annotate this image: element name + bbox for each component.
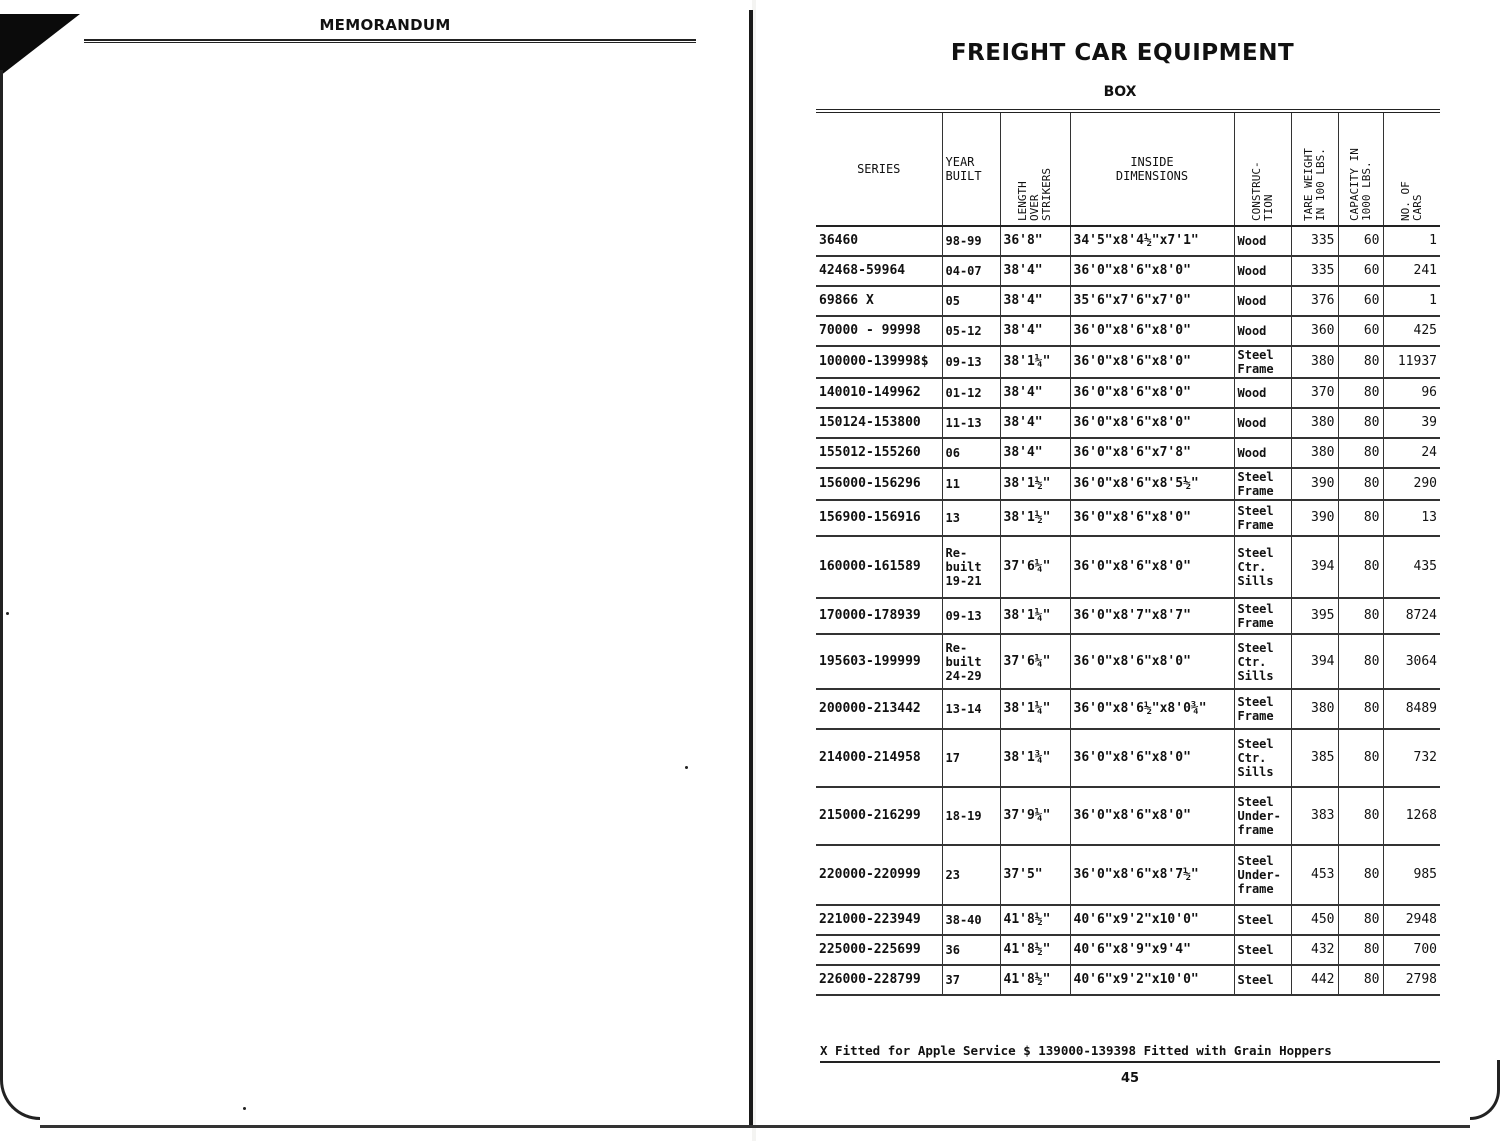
cell-year: 09-13	[942, 598, 1000, 634]
cell-year: 36	[942, 935, 1000, 965]
cell-length: 37'6¼"	[1000, 634, 1070, 689]
cell-inside: 40'6"x8'9"x9'4"	[1070, 935, 1234, 965]
footnote-rule	[820, 1061, 1440, 1063]
cell-tare: 370	[1291, 378, 1338, 408]
cell-inside: 36'0"x8'7"x8'7"	[1070, 598, 1234, 634]
cell-year: 06	[942, 438, 1000, 468]
table-row	[816, 438, 1440, 468]
cell-cars: 24	[1383, 438, 1440, 468]
cell-year: 09-13	[942, 346, 1000, 378]
cell-series: 225000-225699	[816, 935, 942, 965]
cell-construction: Steel Under- frame	[1234, 845, 1291, 905]
cell-construction: Wood	[1234, 378, 1291, 408]
header-tare-weight	[1291, 113, 1338, 226]
cell-series: 221000-223949	[816, 905, 942, 935]
book-spine	[749, 10, 753, 1125]
cell-cars: 13	[1383, 500, 1440, 536]
cell-inside: 34'5"x8'4½"x7'1"	[1070, 226, 1234, 256]
cell-year: Re- built 19-21	[942, 536, 1000, 598]
page-number: 45	[1120, 1071, 1140, 1086]
cell-tare: 380	[1291, 346, 1338, 378]
cell-series: 226000-228799	[816, 965, 942, 995]
page-subtitle: BOX	[1103, 84, 1137, 100]
cell-capacity: 80	[1338, 845, 1383, 905]
cell-length: 41'8½"	[1000, 965, 1070, 995]
cell-inside: 40'6"x9'2"x10'0"	[1070, 965, 1234, 995]
cell-length: 38'1¼"	[1000, 346, 1070, 378]
cell-construction: Steel	[1234, 905, 1291, 935]
cell-year: 05	[942, 286, 1000, 316]
cell-inside: 36'0"x8'6"x8'7½"	[1070, 845, 1234, 905]
table-row	[816, 408, 1440, 438]
cell-year: 11	[942, 468, 1000, 500]
cell-construction: Steel Ctr. Sills	[1234, 536, 1291, 598]
cell-cars: 3064	[1383, 634, 1440, 689]
cell-construction: Steel Ctr. Sills	[1234, 729, 1291, 787]
cell-length: 38'1¼"	[1000, 598, 1070, 634]
cell-cars: 1268	[1383, 787, 1440, 845]
table-row	[816, 346, 1440, 378]
cell-inside: 36'0"x8'6"x8'0"	[1070, 378, 1234, 408]
cell-inside: 36'0"x8'6"x8'0"	[1070, 408, 1234, 438]
cell-cars: 700	[1383, 935, 1440, 965]
cell-length: 38'4"	[1000, 408, 1070, 438]
header-number-of-cars	[1383, 113, 1440, 226]
cell-length: 37'5"	[1000, 845, 1070, 905]
cell-tare: 442	[1291, 965, 1338, 995]
cell-length: 36'8"	[1000, 226, 1070, 256]
cell-capacity: 60	[1338, 286, 1383, 316]
cell-capacity: 80	[1338, 935, 1383, 965]
cell-construction: Wood	[1234, 226, 1291, 256]
table-footnote: X Fitted for Apple Service $ 139000-139398 Fitted with Grain Hoppers	[820, 1043, 1332, 1058]
cell-inside: 36'0"x8'6"x8'0"	[1070, 500, 1234, 536]
header-construction-line-1: CONSTRUC-	[1249, 161, 1263, 221]
table-body	[816, 226, 1440, 995]
header-tare-line-2: IN 100 LBS.	[1313, 148, 1327, 221]
header-year-line-1: YEAR	[945, 155, 975, 169]
cell-tare: 450	[1291, 905, 1338, 935]
cell-series: 150124-153800	[816, 408, 942, 438]
cell-series: 214000-214958	[816, 729, 942, 787]
table-row	[816, 286, 1440, 316]
cell-cars: 241	[1383, 256, 1440, 286]
cell-inside: 36'0"x8'6"x8'0"	[1070, 346, 1234, 378]
cell-length: 38'4"	[1000, 286, 1070, 316]
cell-cars: 732	[1383, 729, 1440, 787]
cell-inside: 36'0"x8'6"x8'0"	[1070, 787, 1234, 845]
cell-year: 38-40	[942, 905, 1000, 935]
header-capacity-line-1: CAPACITY IN	[1347, 148, 1361, 221]
cell-capacity: 60	[1338, 256, 1383, 286]
cell-construction: Steel Frame	[1234, 689, 1291, 729]
header-capacity	[1338, 113, 1383, 226]
cell-cars: 2948	[1383, 905, 1440, 935]
cell-cars: 8489	[1383, 689, 1440, 729]
cell-tare: 453	[1291, 845, 1338, 905]
page-corner-tab	[0, 14, 80, 76]
table-row	[816, 256, 1440, 286]
header-construction	[1234, 113, 1291, 226]
cell-capacity: 80	[1338, 634, 1383, 689]
header-length-line-1: LENGTH	[1016, 181, 1029, 221]
cell-tare: 383	[1291, 787, 1338, 845]
cell-capacity: 80	[1338, 787, 1383, 845]
cell-length: 38'1½"	[1000, 468, 1070, 500]
cell-year: 04-07	[942, 256, 1000, 286]
equipment-table	[816, 109, 1440, 996]
cell-length: 37'6¼"	[1000, 536, 1070, 598]
cell-tare: 376	[1291, 286, 1338, 316]
cell-series: 195603-199999	[816, 634, 942, 689]
header-series: SERIES	[816, 113, 942, 226]
cell-length: 37'9¼"	[1000, 787, 1070, 845]
cell-series: 69866 X	[816, 286, 942, 316]
cell-construction: Wood	[1234, 438, 1291, 468]
table-row	[816, 787, 1440, 845]
header-length-line-2: OVER	[1028, 194, 1041, 221]
cell-cars: 8724	[1383, 598, 1440, 634]
table-row	[816, 598, 1440, 634]
table-row	[816, 935, 1440, 965]
cell-length: 38'4"	[1000, 378, 1070, 408]
cell-inside: 36'0"x8'6"x8'0"	[1070, 634, 1234, 689]
cell-inside: 36'0"x8'6"x8'0"	[1070, 536, 1234, 598]
cell-cars: 435	[1383, 536, 1440, 598]
header-length-line-3: STRIKERS	[1040, 168, 1053, 221]
cell-series: 36460	[816, 226, 942, 256]
cell-series: 156900-156916	[816, 500, 942, 536]
cell-construction: Wood	[1234, 408, 1291, 438]
cell-capacity: 60	[1338, 226, 1383, 256]
cell-length: 38'1¾"	[1000, 729, 1070, 787]
cell-capacity: 80	[1338, 729, 1383, 787]
cell-series: 100000-139998$	[816, 346, 942, 378]
cell-tare: 394	[1291, 536, 1338, 598]
bottom-page-edge	[40, 1125, 1470, 1128]
cell-length: 38'4"	[1000, 438, 1070, 468]
header-construction-line-2: TION	[1261, 194, 1275, 221]
table-row	[816, 536, 1440, 598]
header-year-line-2: BUILT	[945, 169, 982, 183]
cell-series: 160000-161589	[816, 536, 942, 598]
cell-cars: 11937	[1383, 346, 1440, 378]
cell-inside: 35'6"x7'6"x7'0"	[1070, 286, 1234, 316]
table-row	[816, 905, 1440, 935]
cell-capacity: 80	[1338, 408, 1383, 438]
table-row	[816, 226, 1440, 256]
cell-length: 38'4"	[1000, 316, 1070, 346]
print-speck	[685, 766, 688, 769]
cell-series: 70000 - 99998	[816, 316, 942, 346]
header-inside-dimensions	[1070, 113, 1234, 226]
cell-capacity: 80	[1338, 500, 1383, 536]
cell-series: 156000-156296	[816, 468, 942, 500]
cell-capacity: 60	[1338, 316, 1383, 346]
cell-tare: 395	[1291, 598, 1338, 634]
cell-year: 13-14	[942, 689, 1000, 729]
cell-series: 170000-178939	[816, 598, 942, 634]
table-row	[816, 500, 1440, 536]
cell-cars: 985	[1383, 845, 1440, 905]
cell-cars: 39	[1383, 408, 1440, 438]
cell-tare: 390	[1291, 500, 1338, 536]
cell-cars: 1	[1383, 226, 1440, 256]
cell-tare: 335	[1291, 256, 1338, 286]
cell-inside: 36'0"x8'6"x7'8"	[1070, 438, 1234, 468]
table-row	[816, 965, 1440, 995]
table-row	[816, 729, 1440, 787]
cell-year: 11-13	[942, 408, 1000, 438]
cell-capacity: 80	[1338, 689, 1383, 729]
cell-capacity: 80	[1338, 346, 1383, 378]
cell-capacity: 80	[1338, 598, 1383, 634]
header-cars-line-1: NO. OF	[1398, 181, 1412, 221]
cell-cars: 2798	[1383, 965, 1440, 995]
cell-series: 42468-59964	[816, 256, 942, 286]
table-header-row	[816, 113, 1440, 226]
header-cars-line-2: CARS	[1410, 194, 1424, 221]
cell-year: 01-12	[942, 378, 1000, 408]
cell-tare: 390	[1291, 468, 1338, 500]
cell-capacity: 80	[1338, 468, 1383, 500]
cell-length: 38'4"	[1000, 256, 1070, 286]
cell-series: 220000-220999	[816, 845, 942, 905]
header-length	[1000, 113, 1070, 226]
table-row	[816, 845, 1440, 905]
table-row	[816, 316, 1440, 346]
cell-inside: 40'6"x9'2"x10'0"	[1070, 905, 1234, 935]
memorandum-title: MEMORANDUM	[319, 16, 451, 34]
cell-construction: Steel Frame	[1234, 468, 1291, 500]
cell-construction: Steel	[1234, 935, 1291, 965]
cell-construction: Wood	[1234, 286, 1291, 316]
cell-tare: 380	[1291, 408, 1338, 438]
table-row	[816, 378, 1440, 408]
cell-length: 41'8½"	[1000, 935, 1070, 965]
cell-construction: Steel Frame	[1234, 500, 1291, 536]
cell-year: 23	[942, 845, 1000, 905]
cell-construction: Steel Under- frame	[1234, 787, 1291, 845]
cell-cars: 425	[1383, 316, 1440, 346]
header-year-built	[942, 113, 1000, 226]
cell-capacity: 80	[1338, 438, 1383, 468]
cell-construction: Steel Ctr. Sills	[1234, 634, 1291, 689]
print-speck	[6, 612, 9, 615]
cell-year: 98-99	[942, 226, 1000, 256]
cell-cars: 290	[1383, 468, 1440, 500]
table-row	[816, 468, 1440, 500]
cell-construction: Wood	[1234, 316, 1291, 346]
cell-construction: Steel	[1234, 965, 1291, 995]
header-tare-line-1: TARE WEIGHT	[1301, 148, 1315, 221]
cell-year: 17	[942, 729, 1000, 787]
cell-cars: 1	[1383, 286, 1440, 316]
header-inside-line-2: DIMENSIONS	[1115, 169, 1189, 183]
cell-tare: 380	[1291, 689, 1338, 729]
cell-length: 38'1¼"	[1000, 689, 1070, 729]
cell-construction: Steel Frame	[1234, 346, 1291, 378]
cell-year: 05-12	[942, 316, 1000, 346]
cell-tare: 432	[1291, 935, 1338, 965]
cell-construction: Wood	[1234, 256, 1291, 286]
cell-tare: 394	[1291, 634, 1338, 689]
cell-series: 200000-213442	[816, 689, 942, 729]
memorandum-rule	[84, 39, 696, 43]
cell-year: Re- built 24-29	[942, 634, 1000, 689]
cell-capacity: 80	[1338, 378, 1383, 408]
cell-length: 38'1½"	[1000, 500, 1070, 536]
left-page-edge	[0, 70, 40, 1120]
table-row	[816, 689, 1440, 729]
cell-year: 37	[942, 965, 1000, 995]
cell-construction: Steel Frame	[1234, 598, 1291, 634]
cell-year: 13	[942, 500, 1000, 536]
cell-length: 41'8½"	[1000, 905, 1070, 935]
cell-year: 18-19	[942, 787, 1000, 845]
cell-cars: 96	[1383, 378, 1440, 408]
cell-tare: 360	[1291, 316, 1338, 346]
cell-inside: 36'0"x8'6"x8'0"	[1070, 729, 1234, 787]
cell-tare: 385	[1291, 729, 1338, 787]
cell-inside: 36'0"x8'6"x8'5½"	[1070, 468, 1234, 500]
cell-tare: 335	[1291, 226, 1338, 256]
cell-series: 215000-216299	[816, 787, 942, 845]
cell-tare: 380	[1291, 438, 1338, 468]
table-row	[816, 634, 1440, 689]
cell-inside: 36'0"x8'6½"x8'0¾"	[1070, 689, 1234, 729]
print-speck	[243, 1107, 246, 1110]
cell-series: 140010-149962	[816, 378, 942, 408]
cell-capacity: 80	[1338, 536, 1383, 598]
page-title: FREIGHT CAR EQUIPMENT	[950, 40, 1295, 66]
header-capacity-line-2: 1000 LBS.	[1359, 161, 1373, 221]
cell-capacity: 80	[1338, 905, 1383, 935]
cell-inside: 36'0"x8'6"x8'0"	[1070, 316, 1234, 346]
cell-capacity: 80	[1338, 965, 1383, 995]
cell-inside: 36'0"x8'6"x8'0"	[1070, 256, 1234, 286]
cell-series: 155012-155260	[816, 438, 942, 468]
header-inside-line-1: INSIDE	[1130, 155, 1174, 169]
